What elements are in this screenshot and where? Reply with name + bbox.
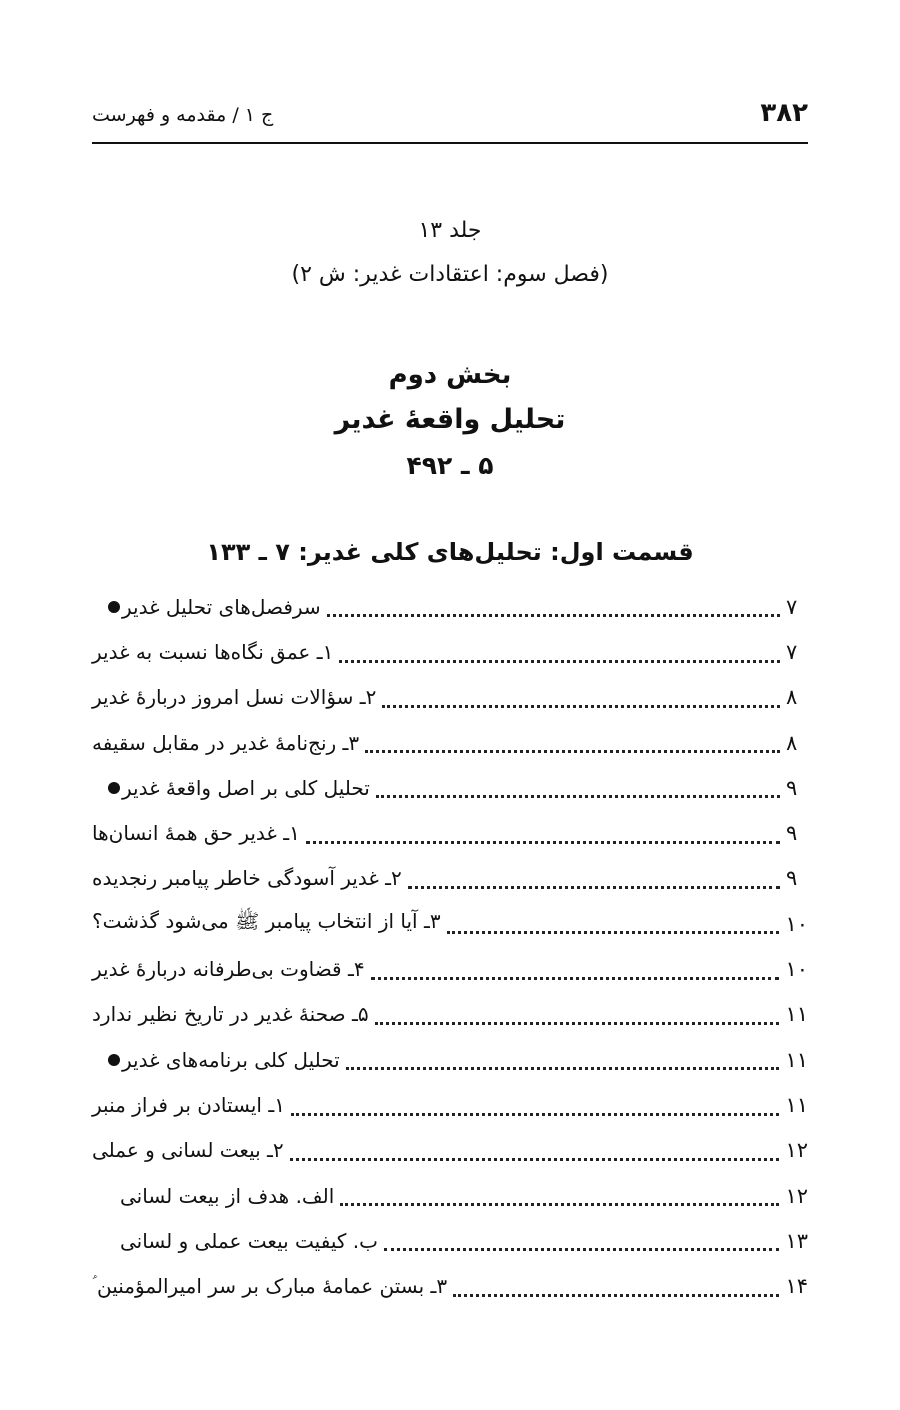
part-title: بخش دوم: [388, 360, 512, 390]
toc-entry-page: ۱۱: [785, 1047, 808, 1072]
toc-entry[interactable]: [92, 765, 808, 810]
volume-label: جلد ۱۳: [418, 218, 482, 243]
part-page-range: ۵ ـ ۴۹۲: [406, 451, 494, 480]
toc-entry-title: ۱ـ عمق نگاه‌ها نسبت به غدیر: [92, 639, 334, 664]
dot-leader: [339, 660, 780, 663]
toc-entry-page: ۹: [786, 821, 798, 846]
part-subtitle: تحلیل واقعۀ غدیر: [334, 404, 566, 435]
toc-entry[interactable]: [92, 675, 808, 720]
toc-entry-page: ۱۲: [785, 1138, 808, 1163]
dot-leader: [327, 614, 780, 617]
toc-entry-title: ۲ـ غدیر آسودگی خاطر پیامبر رنجدیده: [92, 866, 402, 891]
page-header: [92, 96, 808, 144]
dot-leader: [382, 705, 780, 708]
toc-entry-title: ۳ـ آیا از انتخاب پیامبر ﷺ می‌شود گذشت؟: [92, 909, 441, 934]
toc-entry[interactable]: [92, 1173, 808, 1218]
toc-entry-title: ب. کیفیت بیعت عملی و لسانی: [120, 1228, 378, 1253]
dot-leader: [375, 1022, 780, 1025]
dot-leader: [453, 1294, 779, 1297]
bullet-icon: [108, 782, 120, 794]
bullet-icon: [108, 601, 120, 613]
toc-entry-page: ۱۲: [785, 1183, 808, 1208]
toc-entry-title: ۴ـ قضاوت بی‌طرفانه دربارۀ غدیر: [92, 957, 365, 982]
toc-entry-page: ۱۰: [785, 957, 808, 982]
toc-entry-page: ۸: [786, 730, 798, 755]
dot-leader: [306, 841, 780, 844]
toc-entry-page: ۹: [786, 866, 798, 891]
dot-leader: [340, 1203, 779, 1206]
section-title: قسمت اول: تحلیل‌های کلی غدیر: ۷ ـ ۱۳۳: [206, 538, 694, 566]
toc-entry-page: ۱۱: [785, 1092, 808, 1117]
toc-entry[interactable]: [92, 1128, 808, 1173]
toc-entry[interactable]: [92, 1263, 808, 1308]
toc-entry[interactable]: [92, 1218, 808, 1263]
running-title: ج ۱ / مقدمه و فهرست: [92, 104, 274, 126]
toc-entry[interactable]: [92, 946, 808, 991]
toc-entry-title: ۵ـ صحنۀ غدیر در تاریخ نظیر ندارد: [92, 1002, 369, 1027]
page-number: ۳۸۲: [760, 98, 808, 128]
table-of-contents: [92, 584, 808, 1309]
toc-entry-page: ۷: [786, 594, 798, 619]
toc-entry-title: ۳ـ رنج‌نامۀ غدیر در مقابل سقیفه: [92, 730, 360, 755]
toc-entry[interactable]: [92, 856, 808, 901]
dot-leader: [291, 1113, 779, 1116]
toc-entry-title: ۱ـ ایستادن بر فراز منبر: [92, 1092, 285, 1117]
dot-leader: [447, 931, 780, 934]
toc-entry-title: ۲ـ بیعت لسانی و عملی: [92, 1138, 284, 1163]
toc-entry-title: ۱ـ غدیر حق همۀ انسان‌ها: [92, 821, 300, 846]
toc-entry-title: الف. هدف از بیعت لسانی: [120, 1183, 335, 1208]
chapter-label: (فصل سوم: اعتقادات غدیر: ش ۲): [291, 262, 609, 287]
toc-entry[interactable]: [92, 629, 808, 674]
dot-leader: [408, 886, 780, 889]
dot-leader: [376, 795, 780, 798]
toc-entry[interactable]: [92, 584, 808, 629]
dot-leader: [384, 1248, 780, 1251]
toc-entry-page: ۷: [786, 639, 798, 664]
toc-entry-page: ۱۳: [785, 1228, 808, 1253]
dot-leader: [346, 1067, 780, 1070]
toc-entry-title: سرفصل‌های تحلیل غدیر: [122, 594, 321, 619]
toc-entry-title: ۳ـ بستن عمامۀ مبارک بر سر امیرالمؤمنین ؑ: [92, 1274, 448, 1299]
toc-entry-page: ۱۰: [785, 911, 808, 936]
toc-entry-page: ۹: [786, 775, 798, 800]
dot-leader: [371, 977, 780, 980]
dot-leader: [290, 1158, 780, 1161]
toc-entry[interactable]: [92, 901, 808, 946]
dot-leader: [365, 750, 780, 753]
bullet-icon: [108, 1054, 120, 1066]
toc-entry-title: ۲ـ سؤالات نسل امروز دربارۀ غدیر: [92, 685, 377, 710]
toc-entry-page: ۸: [786, 685, 798, 710]
toc-entry[interactable]: [92, 720, 808, 765]
toc-entry[interactable]: [92, 1037, 808, 1082]
toc-entry[interactable]: [92, 1082, 808, 1127]
toc-entry-title: تحلیل کلی برنامه‌های غدیر: [122, 1047, 340, 1072]
toc-entry[interactable]: [92, 810, 808, 855]
toc-entry-page: ۱۴: [785, 1274, 808, 1299]
toc-entry[interactable]: [92, 992, 808, 1037]
toc-entry-page: ۱۱: [785, 1002, 808, 1027]
toc-entry-title: تحلیل کلی بر اصل واقعۀ غدیر: [122, 775, 370, 800]
